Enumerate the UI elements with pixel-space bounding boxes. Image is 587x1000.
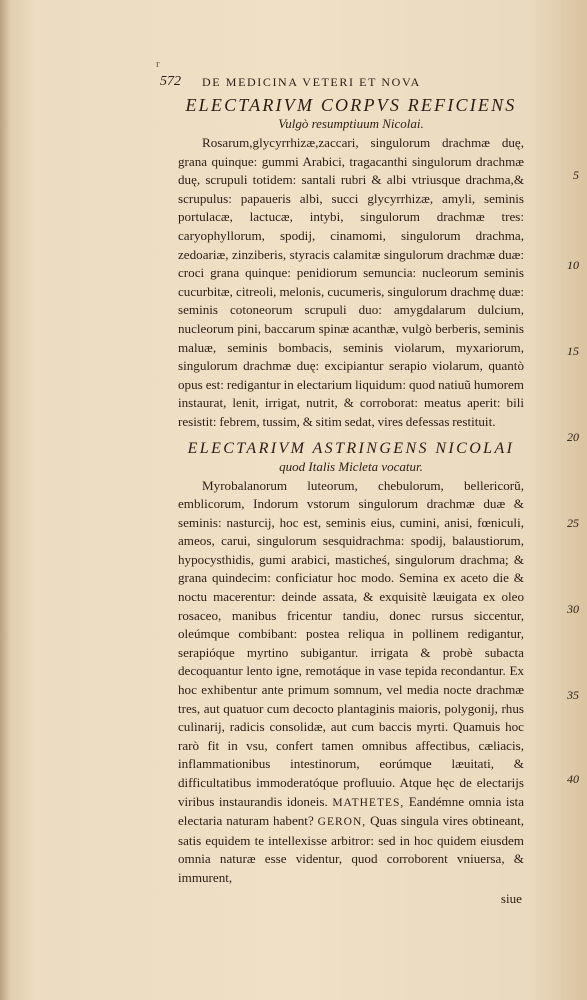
margin-line-number: 20	[567, 430, 579, 444]
margin-line-number: 25	[567, 516, 579, 530]
section-title: ELECTARIVM ASTRINGENS NICOLAI	[187, 439, 515, 457]
section-electarium-astringens	[178, 438, 524, 909]
body-text: Quas singula vires obtineant, satis equidem te intellexisse arbitror: sed in hoc quidem eiusdem omnia naturæ esse videntur, quod corroborent vniuersa, & immurent,	[178, 813, 524, 885]
margin-line-number: 35	[567, 688, 579, 702]
catchword: siue	[500, 890, 522, 906]
page-number: 572	[160, 74, 181, 89]
speaker-geron: GERON,	[317, 816, 367, 829]
margin-line-number: 40	[567, 772, 579, 786]
section-electarium-corpus-reficiens	[178, 95, 524, 432]
section-subtitle: quod Italis Micleta vocatur.	[279, 458, 423, 474]
margin-line-number: 30	[567, 602, 579, 616]
section-body	[178, 477, 524, 888]
running-title: DE MEDICINA VETERI ET NOVA	[202, 75, 421, 89]
speaker-mathetes: MATHETES,	[332, 796, 405, 809]
margin-line-number: 5	[573, 168, 579, 182]
margin-line-number: 10	[567, 258, 579, 272]
margin-line-number: 15	[567, 344, 579, 358]
top-mark: r	[156, 58, 160, 70]
body-text: Eandémne omnia ista electaria naturam habent?	[178, 793, 525, 829]
section-body: Rosarum,glycyrrhizæ,zaccari, singulorum drachmæ duę, grana quinque: gummi Arabici, tragacanthi singulorum drachmæ duę, scrupuli totidem: santali rubri & albi vtriusque drachma,& scrupulus: papaueris albi, succi glycyrrhizæ, amyli, seminis portulacæ, lactucæ, intybi, singulorum drachmæ tres: caryophyllorum, spodij, cinamomi, singulorum drachma, zedoariæ, zinziberis, styracis calamitæ singulorum drachmæ duæ: croci grana quinque: penidiorum semuncia: nucleorum seminis cucurbitæ, citreoli, melonis, cucumeris, singulorum drachmę duæ: seminis cotoneorum scrupuli duo: amygdalarum dulcium, nucleorum pini, baccarum spinæ acanthæ, vulgò berberis, seminis maluæ, seminis bombacis, seminis violarum, myxariorum, singulorum drachmæ duę: excipiantur serapio violarum, quantò opus est: redigantur in electarium liquidum: quod natiuũ humorem instaurat, lenit, irrigat, nutrit, & corroborat: meatus aperit: bili resistit: febrem, tussim, & sitim sedat, vires defessas restituit.	[178, 135, 524, 429]
gutter-shadow	[0, 0, 10, 1000]
body-text: Myrobalanorum luteorum, chebulorum, bellericorũ, emblicorum, Indorum vstorum singulorum drachmæ duæ & seminis: nasturcij, hoc est, seminis eius, cumini, anisi, fœniculi, ameos, carui, singulorum sesquidrachma: spodij, balaustiorum, hypocysthidis, gumi arabici, masticheś, singulorum drachma; & grana quindecim: conficiatur hoc modo. Semina ex aceto die & noctu macerentur: deinde assata, & exquisitè læuigata ex oleo rosaceo, manibus fricentur tandiu, donec rursus siccentur, oleúmque combibant: postea reliqua in pollinem redigantur, serapióque myrtino subigantur. irrigata & probè subacta decoquantur lento igne, remotáque in vase tepida recondantur. Ex hoc exhibentur ante primum somnum, vel media nocte drachmæ tres, aut quatuor cum decocto plantaginis maioris, polygonij, rhus culinarij, radicis consolidæ, aut cum baccis myrti. Quamuis hoc rarò fit in vsu, confert tamen omnibus affectibus, cæliacis, inflammationibus intestinorum, eorúmque læuitati, & difficultatibus immoderatóque profluuio. Atque hęc de electarijs viribus instaurandis idoneis.	[178, 477, 524, 809]
section-subtitle: Vulgò resumptiuum Nicolai.	[278, 116, 424, 131]
page-content	[178, 95, 524, 908]
section-title: ELECTARIVM CORPVS REFICIENS	[185, 95, 517, 115]
